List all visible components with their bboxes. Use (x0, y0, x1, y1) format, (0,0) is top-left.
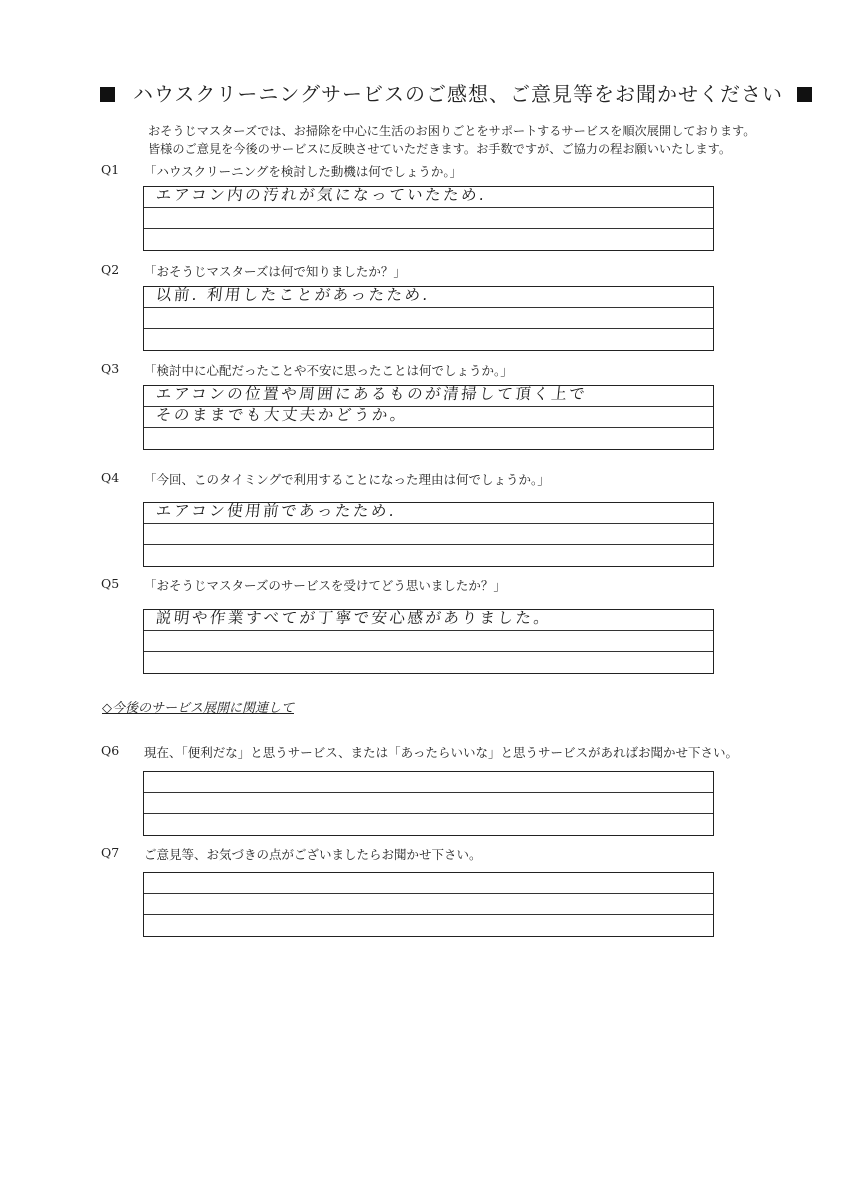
section-heading: ◇今後のサービス展開に関連して (102, 701, 294, 716)
q5-answer-box[interactable] (143, 609, 714, 674)
answer-line[interactable] (144, 428, 713, 449)
answer-line[interactable] (144, 308, 713, 329)
q2-text: 「おそうじマスターズは何で知りましたか？」 (144, 264, 406, 279)
answer-line[interactable] (144, 407, 713, 428)
q2-answer-line-1: 以前. 利用したことがあったため. (154, 286, 431, 304)
q3-answer-box[interactable] (143, 385, 714, 450)
answer-line[interactable] (144, 894, 713, 915)
q4-answer-line-1: エアコン使用前であったため. (154, 502, 398, 520)
intro-text (148, 122, 768, 158)
q1-answer-line-1: エアコン内の汚れが気になっていたため. (154, 186, 488, 204)
answer-line[interactable] (144, 610, 713, 631)
q1-number: Q1 (101, 162, 120, 177)
q5-answer-line-1: 説明や作業すべてが丁寧で安心感がありました。 (154, 609, 553, 627)
answer-line[interactable] (144, 229, 713, 250)
black-square-icon (797, 87, 812, 102)
black-square-icon (100, 87, 115, 102)
q7-answer-box[interactable] (143, 872, 714, 937)
q6-number: Q6 (101, 743, 120, 758)
answer-line[interactable] (144, 915, 713, 936)
answer-line[interactable] (144, 329, 713, 350)
intro-line-2: 皆様のご意見を今後のサービスに反映させていただきます。お手数ですが、ご協力の程お願いいたします。 (148, 142, 732, 156)
q4-answer-box[interactable] (143, 502, 714, 567)
q6-text: 現在、「便利だな」と思うサービス、または「あったらいいな」と思うサービスがあればお聞かせ下さい。 (144, 745, 739, 760)
answer-line[interactable] (144, 503, 713, 524)
q1-answer-box[interactable] (143, 186, 714, 251)
q5-text: 「おそうじマスターズのサービスを受けてどう思いましたか？」 (144, 578, 506, 593)
q3-answer-line-2: そのままでも大丈夫かどうか。 (154, 406, 409, 424)
answer-line[interactable] (144, 545, 713, 566)
survey-title (100, 78, 790, 108)
q3-number: Q3 (101, 361, 120, 376)
answer-line[interactable] (144, 631, 713, 652)
answer-line[interactable] (144, 873, 713, 894)
answer-line[interactable] (144, 208, 713, 229)
answer-line[interactable] (144, 793, 713, 814)
answer-line[interactable] (144, 287, 713, 308)
answer-line[interactable] (144, 814, 713, 835)
q1-text: 「ハウスクリーニングを検討した動機は何でしょうか。」 (144, 164, 463, 179)
q4-text: 「今回、このタイミングで利用することになった理由は何でしょうか。」 (144, 472, 550, 487)
q4-number: Q4 (101, 470, 120, 485)
q6-answer-box[interactable] (143, 771, 714, 836)
answer-line[interactable] (144, 652, 713, 673)
q7-text: ご意見等、お気づきの点がございましたらお聞かせ下さい。 (144, 847, 482, 862)
answer-line[interactable] (144, 187, 713, 208)
q2-answer-box[interactable] (143, 286, 714, 351)
q2-number: Q2 (101, 262, 120, 277)
intro-line-1: おそうじマスターズでは、お掃除を中心に生活のお困りごとをサポートするサービスを順次展開しております。 (148, 124, 756, 138)
q7-number: Q7 (101, 845, 120, 860)
q3-answer-line-1: エアコンの位置や周囲にあるものが清掃して頂く上で (154, 385, 589, 403)
q5-number: Q5 (101, 576, 120, 591)
q3-text: 「検討中に心配だったことや不安に思ったことは何でしょうか。」 (144, 363, 513, 378)
answer-line[interactable] (144, 772, 713, 793)
answer-line[interactable] (144, 524, 713, 545)
survey-title-text: ハウスクリーニングサービスのご感想、ご意見等をお聞かせください (133, 82, 783, 106)
